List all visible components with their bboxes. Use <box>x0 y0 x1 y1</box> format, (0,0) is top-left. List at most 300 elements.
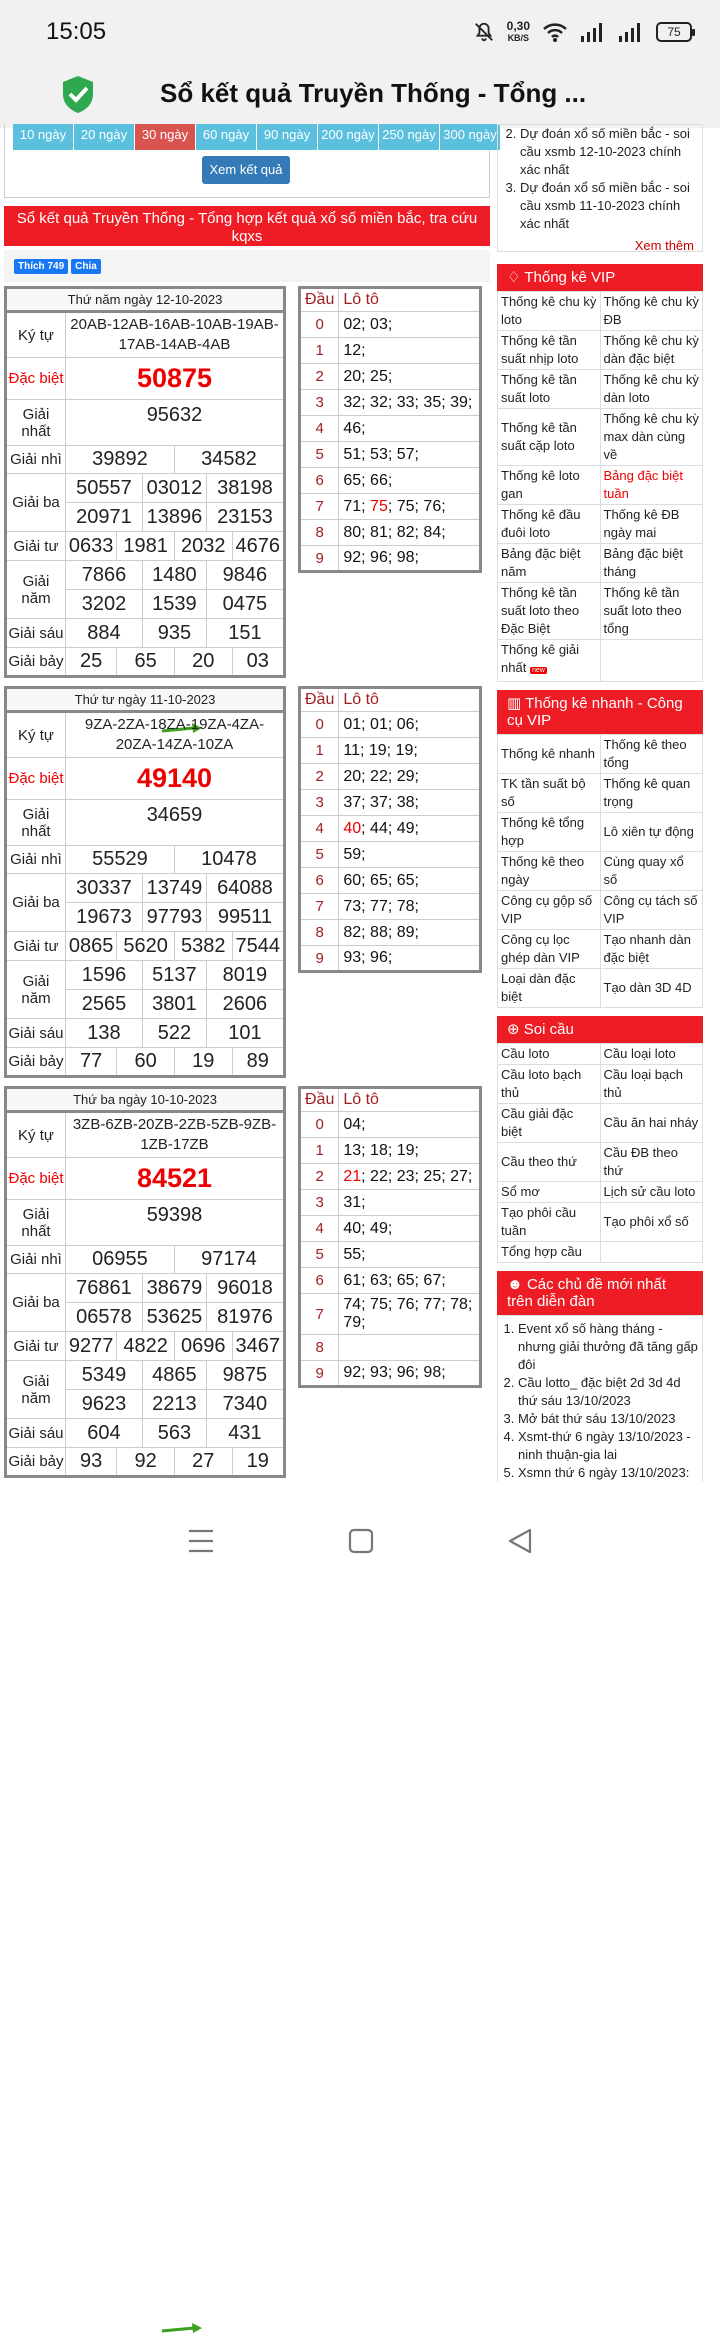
loto-dau: 1 <box>300 338 339 364</box>
prize-label: Giải năm <box>6 1361 66 1419</box>
prize-label: Giải bảy <box>6 1448 66 1477</box>
result-table <box>4 686 286 1078</box>
shield-check-icon[interactable] <box>60 74 96 114</box>
loto-values: 04; <box>339 1112 481 1138</box>
prize-number: 06955 <box>66 1246 175 1274</box>
sidebar-link[interactable]: Tạo nhanh dàn đặc biệt <box>600 930 703 969</box>
main-column <box>4 127 497 1482</box>
prize-number: 77 <box>66 1048 117 1077</box>
prize-number: 39892 <box>66 446 175 474</box>
prize-label: Giải nhất <box>6 400 66 446</box>
loto-dau: 7 <box>300 494 339 520</box>
prize-number: 20 <box>174 648 232 677</box>
day-range-selector <box>13 124 501 150</box>
prize-number: 2565 <box>66 990 143 1019</box>
sidebar-link[interactable]: Cùng quay xổ số <box>600 852 703 891</box>
loto-values: 20; 25; <box>339 364 481 390</box>
mute-icon <box>473 21 495 43</box>
day-option-60[interactable]: 60 ngày <box>196 124 257 150</box>
prize-label: Giải nhì <box>6 846 66 874</box>
clock: 15:05 <box>46 18 107 45</box>
loto-dau: 5 <box>300 1242 339 1268</box>
prize-number: 3202 <box>66 590 143 619</box>
sidebar-link[interactable]: Thống kê tần suất cặp loto <box>498 409 601 466</box>
loto-values: 55; <box>339 1242 481 1268</box>
loto-dau: 2 <box>300 1164 339 1190</box>
loto-values: 74; 75; 76; 77; 78; 79; <box>339 1294 481 1335</box>
prize-number: 27 <box>174 1448 232 1477</box>
prize-number: 5382 <box>174 932 232 961</box>
loto-dau: 1 <box>300 738 339 764</box>
prize-label: Giải sáu <box>6 1419 66 1448</box>
diamond-icon: ♢ <box>507 269 525 286</box>
prize-number: 1981 <box>117 532 175 561</box>
prize-number: 97793 <box>142 903 206 932</box>
prize-label: Giải nhất <box>6 1200 66 1246</box>
sidebar-link <box>600 1242 703 1263</box>
loto-head-loto: Lô tô <box>339 688 481 712</box>
sidebar-link[interactable]: Bảng đặc biệt năm <box>498 544 601 583</box>
net-speed-unit: KB/S <box>507 33 530 43</box>
vip-stats-header <box>497 264 703 291</box>
prize-number: 97174 <box>174 1246 284 1274</box>
prize-number: 1539 <box>142 590 206 619</box>
status-icons <box>473 20 692 44</box>
prize-number: 34582 <box>174 446 284 474</box>
forum-item[interactable]: 1. Event xổ số hàng tháng - nhưng giải thưởng đã tăng gấp đôi <box>518 1320 702 1374</box>
fb-share-button[interactable]: Chia <box>71 259 101 274</box>
sidebar-link[interactable]: Thống kê chu kỳ dàn đặc biệt <box>600 331 703 370</box>
prize-number: 55529 <box>66 846 175 874</box>
sidebar-link[interactable]: Cầu giải đặc biệt <box>498 1104 601 1143</box>
prize-number: 7340 <box>206 1390 284 1419</box>
sidebar-link[interactable]: Công cụ lọc ghép dàn VIP <box>498 930 601 969</box>
loto-values: 82; 88; 89; <box>339 920 481 946</box>
battery-icon: 75 <box>656 22 692 42</box>
loto-values: 92; 93; 96; 98; <box>339 1361 481 1387</box>
loto-dau: 4 <box>300 816 339 842</box>
loto-dau: 3 <box>300 1190 339 1216</box>
prize-number: 5349 <box>66 1361 143 1390</box>
sidebar-link[interactable]: Cầu loại bạch thủ <box>600 1065 703 1104</box>
result-date[interactable]: Thứ tư ngày 11-10-2023 <box>4 686 286 710</box>
loto-values: 13; 18; 19; <box>339 1138 481 1164</box>
sidebar-link[interactable]: Cầu loto bạch thủ <box>498 1065 601 1104</box>
prize-number: 2606 <box>206 990 284 1019</box>
sidebar-link[interactable]: Tổng hợp cầu <box>498 1242 601 1263</box>
sidebar-link[interactable]: Tạo phôi xổ số <box>600 1203 703 1242</box>
sidebar-link[interactable]: Thống kê theo ngày <box>498 852 601 891</box>
prize-number: 935 <box>142 619 206 648</box>
sidebar-link[interactable]: Thống kê quan trọng <box>600 774 703 813</box>
results-list <box>4 286 490 1482</box>
loto-dau: 0 <box>300 312 339 338</box>
prize-label: Giải ba <box>6 1274 66 1332</box>
prize-number: 4676 <box>232 532 284 561</box>
loto-values: 02; 03; <box>339 312 481 338</box>
prize-number: 4822 <box>117 1332 175 1361</box>
prize-number: 3ZB-6ZB-20ZB-2ZB-5ZB-9ZB-1ZB-17ZB <box>66 1112 285 1158</box>
prize-number: 138 <box>66 1019 143 1048</box>
prize-number: 92 <box>117 1448 175 1477</box>
day-option-20[interactable]: 20 ngày <box>74 124 135 150</box>
loto-dau: 6 <box>300 468 339 494</box>
net-speed-value: 0,30 <box>506 19 530 33</box>
loto-values: 21; 22; 23; 25; 27; <box>339 1164 481 1190</box>
loto-values: 11; 19; 19; <box>339 738 481 764</box>
prize-number: 50557 <box>66 474 143 503</box>
bar-chart-icon: ▥ <box>507 695 526 712</box>
prize-number: 9846 <box>206 561 284 590</box>
prize-number: 19 <box>174 1048 232 1077</box>
result-date[interactable]: Thứ năm ngày 12-10-2023 <box>4 286 286 310</box>
sidebar-link[interactable]: Thống kê loto gan <box>498 466 601 505</box>
prize-number: 9875 <box>206 1361 284 1390</box>
loto-dau: 7 <box>300 894 339 920</box>
prize-number: 64088 <box>206 874 284 903</box>
loto-values <box>339 1335 481 1361</box>
sidebar-link[interactable]: Thống kê đầu đuôi loto <box>498 505 601 544</box>
loto-table <box>298 1086 482 1388</box>
result-date[interactable]: Thứ ba ngày 10-10-2023 <box>4 1086 286 1110</box>
loto-values: 80; 81; 82; 84; <box>339 520 481 546</box>
special-loto: 75 <box>370 497 388 515</box>
prize-number: 151 <box>206 619 284 648</box>
forum-list <box>497 1315 703 1501</box>
loto-head-dau: Đầu <box>300 1088 339 1112</box>
loto-values: 37; 37; 38; <box>339 790 481 816</box>
forum-title: Các chủ đề mới nhất trên diễn đàn <box>507 1276 667 1310</box>
quick-stats-table <box>497 734 703 1008</box>
loto-dau: 8 <box>300 1335 339 1361</box>
day-option-10[interactable]: 10 ngày <box>13 124 74 150</box>
prize-number: 13896 <box>142 503 206 532</box>
page-title: Sổ kết quả Truyền Thống - Tổng ... <box>160 78 587 108</box>
view-results-button[interactable]: Xem kết quả <box>202 156 290 184</box>
status-bar <box>0 0 720 64</box>
prize-number: 3467 <box>232 1332 284 1361</box>
new-badge: new <box>531 667 545 674</box>
prize-number: 9277 <box>66 1332 117 1361</box>
prize-number: 4865 <box>142 1361 206 1390</box>
prize-label: Giải ba <box>6 474 66 532</box>
prize-number: 23153 <box>206 503 284 532</box>
sidebar-link[interactable]: Thống kê chu kỳ ĐB <box>600 292 703 331</box>
prize-number: 10478 <box>174 846 284 874</box>
prize-number: 101 <box>206 1019 284 1048</box>
sidebar-link[interactable]: TK tần suất bộ số <box>498 774 601 813</box>
sidebar-link[interactable]: Thống kê tổng hợp <box>498 813 601 852</box>
loto-dau: 9 <box>300 946 339 972</box>
result-table <box>4 286 286 678</box>
sidebar-link[interactable]: Bảng đặc biệt tháng <box>600 544 703 583</box>
loto-values: 65; 66; <box>339 468 481 494</box>
prize-number: 19673 <box>66 903 143 932</box>
loto-head-dau: Đầu <box>300 688 339 712</box>
news-item[interactable]: 2. Dự đoán xổ số miền bắc - soi cầu xsmb 12-10-2023 chính xác nhất <box>520 125 694 179</box>
sidebar-link[interactable]: Bảng đặc biệt tuần <box>600 466 703 505</box>
prize-number: 65 <box>117 648 175 677</box>
prize-label: Giải sáu <box>6 619 66 648</box>
loto-dau: 5 <box>300 442 339 468</box>
prize-number: 1596 <box>66 961 143 990</box>
loto-table <box>298 686 482 973</box>
prize-label: Ký tự <box>6 312 66 358</box>
sidebar-link[interactable]: Thống kê theo tổng <box>600 735 703 774</box>
prize-number: 89 <box>232 1048 285 1077</box>
loto-values: 51; 53; 57; <box>339 442 481 468</box>
loto-dau: 2 <box>300 764 339 790</box>
prize-number: 95632 <box>66 400 285 446</box>
prize-label: Giải tư <box>6 932 66 961</box>
loto-values: 40; 44; 49; <box>339 816 481 842</box>
net-speed <box>507 20 530 44</box>
prize-label: Ký tự <box>6 1112 66 1158</box>
loto-values: 32; 32; 33; 35; 39; <box>339 390 481 416</box>
special-loto: 40 <box>343 819 362 837</box>
prize-number: 96018 <box>206 1274 284 1303</box>
loto-dau: 3 <box>300 790 339 816</box>
loto-dau: 4 <box>300 1216 339 1242</box>
loto-dau: 2 <box>300 364 339 390</box>
loto-values: 60; 65; 65; <box>339 868 481 894</box>
vip-stats-table <box>497 291 703 682</box>
menu-icon[interactable] <box>187 1528 215 1554</box>
loto-dau: 8 <box>300 920 339 946</box>
prize-number: 93 <box>66 1448 117 1477</box>
sidebar-link[interactable]: Lô xiên tự động <box>600 813 703 852</box>
prize-label: Giải tư <box>6 1332 66 1361</box>
prize-number: 9ZA-2ZA-18ZA-19ZA-4ZA-20ZA-14ZA-10ZA <box>66 712 285 758</box>
prize-number: 13749 <box>142 874 206 903</box>
loto-values: 59; <box>339 842 481 868</box>
prize-label: Giải nhì <box>6 446 66 474</box>
prize-number: 2213 <box>142 1390 206 1419</box>
prize-number: 0696 <box>174 1332 232 1361</box>
loto-head-loto: Lô tô <box>339 1088 481 1112</box>
loto-dau: 7 <box>300 1294 339 1335</box>
prize-number: 0633 <box>66 532 117 561</box>
sidebar-link[interactable]: Thống kê tần suất loto theo tổng <box>600 583 703 640</box>
home-icon[interactable] <box>348 1528 374 1554</box>
loto-values: 71; 75; 75; 76; <box>339 494 481 520</box>
sidebar-link[interactable]: Thống kê chu kỳ dàn loto <box>600 370 703 409</box>
day-result-block <box>4 286 490 682</box>
prediction-news <box>497 124 703 252</box>
soi-cau-table <box>497 1043 703 1263</box>
prize-number: 20AB-12AB-16AB-10AB-19AB-17AB-14AB-4AB <box>66 312 285 358</box>
prize-number: 38679 <box>142 1274 206 1303</box>
prize-label: Giải năm <box>6 961 66 1019</box>
loto-values: 12; <box>339 338 481 364</box>
forum-item[interactable]: 4. Xsmt-thứ 6 ngày 13/10/2023 - ninh thuận-gia lai <box>518 1428 702 1464</box>
loto-dau: 1 <box>300 1138 339 1164</box>
loto-dau: 9 <box>300 546 339 572</box>
loto-dau: 9 <box>300 1361 339 1387</box>
social-bar <box>4 250 490 282</box>
system-nav-bar <box>0 1482 720 1600</box>
forum-header <box>497 1271 703 1315</box>
prize-number: 9623 <box>66 1390 143 1419</box>
sidebar-link[interactable]: Cầu ăn hai nháy <box>600 1104 703 1143</box>
signal-icon-2 <box>618 22 644 42</box>
quick-stats-header <box>497 690 703 734</box>
back-icon[interactable] <box>507 1527 533 1555</box>
result-table <box>4 1086 286 1478</box>
quick-stats-title: Thống kê nhanh - Công cụ VIP <box>507 695 683 729</box>
annotation-arrow-icon <box>160 2322 204 2336</box>
sidebar-link[interactable]: Thống kê nhanh <box>498 735 601 774</box>
sidebar-link[interactable]: Loại dàn đặc biệt <box>498 969 601 1008</box>
sidebar-link[interactable]: Cầu ĐB theo thứ <box>600 1143 703 1182</box>
prize-label: Giải sáu <box>6 1019 66 1048</box>
prize-label: Ký tự <box>6 712 66 758</box>
prize-number: 81976 <box>206 1303 284 1332</box>
loto-values: 61; 63; 65; 67; <box>339 1268 481 1294</box>
soi-cau-header <box>497 1016 703 1043</box>
loto-dau: 5 <box>300 842 339 868</box>
prize-number: 522 <box>142 1019 206 1048</box>
loto-values: 93; 96; <box>339 946 481 972</box>
forum-item[interactable]: 2. Cầu lotto_ đặc biệt 2d 3d 4d thứ sáu 13/10/2023 <box>518 1374 702 1410</box>
prize-number: 604 <box>66 1419 143 1448</box>
loto-dau: 0 <box>300 1112 339 1138</box>
prize-number: 0475 <box>206 590 284 619</box>
prize-number: 60 <box>117 1048 175 1077</box>
sidebar-link[interactable]: Công cụ gộp số VIP <box>498 891 601 930</box>
loto-dau: 3 <box>300 390 339 416</box>
forum-item[interactable]: 3. Mở bát thứ sáu 13/10/2023 <box>518 1410 702 1428</box>
forum-item[interactable]: 5. Xsmn thứ 6 ngày 13/10/2023: <box>518 1464 702 1500</box>
prize-number: 5620 <box>117 932 175 961</box>
prize-number: 7866 <box>66 561 143 590</box>
prize-number: 03012 <box>142 474 206 503</box>
search-icon: ⊕ <box>507 1021 524 1038</box>
sidebar-link[interactable]: Thống kê ĐB ngày mai <box>600 505 703 544</box>
loto-values: 73; 77; 78; <box>339 894 481 920</box>
loto-dau: 0 <box>300 712 339 738</box>
loto-dau: 6 <box>300 1268 339 1294</box>
sidebar <box>497 128 703 1501</box>
prize-number: 76861 <box>66 1274 143 1303</box>
sidebar-link[interactable]: Tạo phôi cầu tuần <box>498 1203 601 1242</box>
prize-number: 0865 <box>66 932 117 961</box>
loto-values: 01; 01; 06; <box>339 712 481 738</box>
wifi-icon <box>542 21 568 43</box>
search-form <box>4 124 497 198</box>
loto-values: 92; 96; 98; <box>339 546 481 572</box>
sidebar-link[interactable]: Thống kê chu kỳ max dàn cùng về <box>600 409 703 466</box>
prize-number: 1480 <box>142 561 206 590</box>
prize-number: 25 <box>66 648 117 677</box>
prize-number: 59398 <box>66 1200 285 1246</box>
day-option-200[interactable]: 200 ngày <box>318 124 379 150</box>
sidebar-link[interactable]: Thống kê chu kỳ loto <box>498 292 601 331</box>
prize-number: 50875 <box>66 358 285 400</box>
prize-label: Giải năm <box>6 561 66 619</box>
loto-dau: 4 <box>300 416 339 442</box>
prize-number: 20971 <box>66 503 143 532</box>
day-option-250[interactable]: 250 ngày <box>379 124 440 150</box>
prize-number: 884 <box>66 619 143 648</box>
loto-dau: 6 <box>300 868 339 894</box>
sidebar-link[interactable]: Thống kê tần suất nhịp loto <box>498 331 601 370</box>
prize-label: Giải ba <box>6 874 66 932</box>
prize-number: 03 <box>232 648 284 677</box>
prize-label: Giải tư <box>6 532 66 561</box>
see-more-link[interactable]: Xem thêm <box>634 238 694 253</box>
fb-like-button[interactable]: Thích 749 <box>14 259 68 274</box>
prize-number: 99511 <box>206 903 284 932</box>
loto-values: 40; 49; <box>339 1216 481 1242</box>
sidebar-link[interactable]: Thống kê giải nhất new <box>498 640 601 682</box>
sidebar-link <box>600 640 703 682</box>
day-option-90[interactable]: 90 ngày <box>257 124 318 150</box>
loto-values: 46; <box>339 416 481 442</box>
prize-label: Giải nhất <box>6 800 66 846</box>
prize-label: Đặc biệt <box>6 358 66 400</box>
loto-head-loto: Lô tô <box>339 288 481 312</box>
prize-number: 38198 <box>206 474 284 503</box>
users-icon: ☻ <box>507 1276 527 1293</box>
prize-number: 30337 <box>66 874 143 903</box>
sidebar-link[interactable]: Công cụ tách số VIP <box>600 891 703 930</box>
prize-number: 3801 <box>142 990 206 1019</box>
sidebar-link[interactable]: Lịch sử cầu loto <box>600 1182 703 1203</box>
browser-header <box>0 64 720 128</box>
prize-number: 84521 <box>66 1158 285 1200</box>
prize-number: 19 <box>232 1448 284 1477</box>
day-option-300[interactable]: 300 ngày <box>440 124 501 150</box>
prize-label: Giải nhì <box>6 1246 66 1274</box>
vip-stats-title: Thống kê VIP <box>524 269 616 286</box>
sidebar-link[interactable]: Thống kê tần suất loto <box>498 370 601 409</box>
sidebar-link[interactable]: Thống kê tần suất loto theo Đặc Biệt <box>498 583 601 640</box>
day-option-30[interactable]: 30 ngày <box>135 124 196 150</box>
sidebar-link[interactable]: Tạo dàn 3D 4D <box>600 969 703 1008</box>
sidebar-link[interactable]: Cầu loto <box>498 1044 601 1065</box>
day-result-block <box>4 1086 490 1482</box>
signal-icon <box>580 22 606 42</box>
prize-number: 431 <box>206 1419 284 1448</box>
prize-label: Đặc biệt <box>6 758 66 800</box>
prize-number: 563 <box>142 1419 206 1448</box>
day-result-block <box>4 686 490 1082</box>
sidebar-link[interactable]: Cầu theo thứ <box>498 1143 601 1182</box>
prize-number: 5137 <box>142 961 206 990</box>
loto-values: 20; 22; 29; <box>339 764 481 790</box>
prize-number: 06578 <box>66 1303 143 1332</box>
prize-number: 8019 <box>206 961 284 990</box>
soi-cau-title: Soi cầu <box>523 1021 574 1038</box>
prize-label: Đặc biệt <box>6 1158 66 1200</box>
loto-values: 31; <box>339 1190 481 1216</box>
loto-head-dau: Đầu <box>300 288 339 312</box>
special-loto: 21 <box>343 1167 362 1185</box>
prize-label: Giải bảy <box>6 648 66 677</box>
prize-number: 34659 <box>66 800 285 846</box>
page-content[interactable] <box>0 128 720 1482</box>
sidebar-link[interactable]: Sổ mơ <box>498 1182 601 1203</box>
prize-number: 2032 <box>174 532 232 561</box>
sidebar-link[interactable]: Cầu loại loto <box>600 1044 703 1065</box>
loto-dau: 8 <box>300 520 339 546</box>
prize-number: 53625 <box>142 1303 206 1332</box>
news-item[interactable]: 3. Dự đoán xổ số miền bắc - soi cầu xsmb 11-10-2023 chính xác nhất <box>520 179 694 233</box>
prize-number: 49140 <box>66 758 285 800</box>
loto-table <box>298 286 482 573</box>
prize-number: 7544 <box>232 932 285 961</box>
